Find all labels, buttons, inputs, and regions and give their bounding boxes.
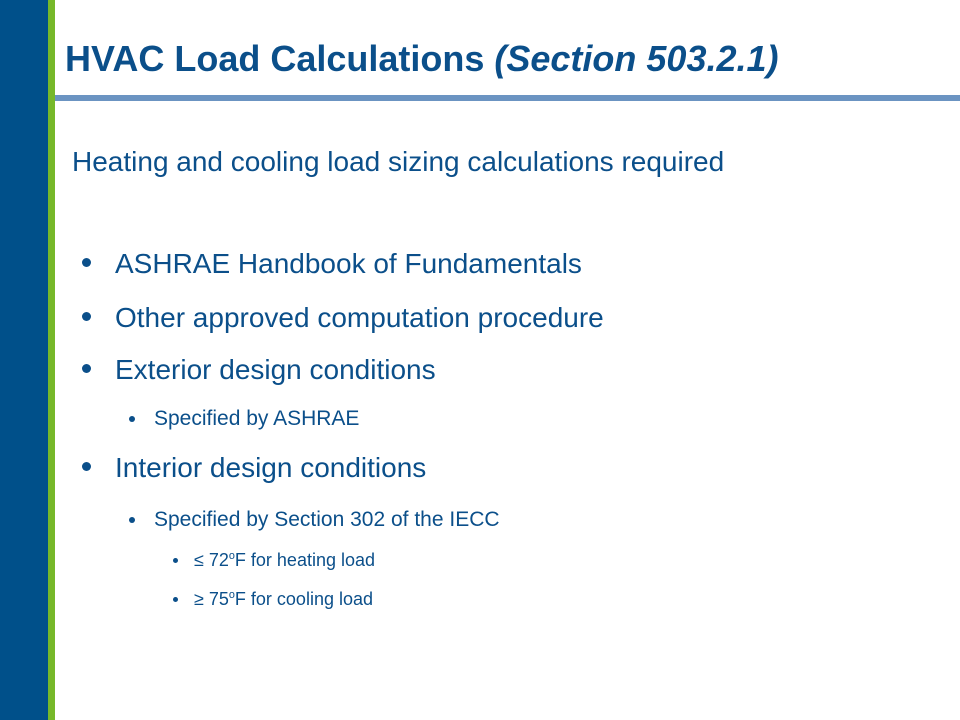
bullet-dot-icon — [173, 597, 178, 602]
subsubbullet-cooling-load — [194, 588, 373, 610]
subbullet-section-302 — [154, 507, 500, 533]
bullet-text-pre: ≥ 75 — [194, 589, 229, 609]
bullet-text: Specified by Section 302 of the IECC — [154, 508, 500, 531]
bullet-text: Specified by ASHRAE — [154, 407, 360, 430]
bullet-dot-icon — [82, 312, 91, 321]
subbullet-specified-by-ashrae — [154, 406, 359, 432]
slide-title — [65, 38, 779, 80]
bullet-dot-icon — [173, 558, 178, 563]
bullet-text-post: F for cooling load — [234, 589, 373, 609]
bullet-text: ASHRAE Handbook of Fundamentals — [115, 248, 582, 279]
bullet-text: Interior design conditions — [115, 452, 427, 483]
bullet-dot-icon — [129, 416, 135, 422]
bullet-other-procedure — [115, 302, 604, 334]
bullet-text-pre: ≤ 72 — [194, 550, 229, 570]
bullet-text: Exterior design conditions — [115, 354, 436, 385]
intro-text: Heating and cooling load sizing calculations required — [72, 146, 725, 177]
title-section-ref: (Section 503.2.1) — [494, 38, 779, 79]
degree-superscript: o — [228, 589, 235, 601]
degree-superscript: o — [228, 550, 235, 562]
bullet-dot-icon — [82, 462, 91, 471]
bullet-dot-icon — [82, 364, 91, 373]
title-divider — [55, 95, 960, 101]
bullet-text-post: F for heating load — [234, 550, 376, 570]
subsubbullet-heating-load — [194, 549, 375, 571]
bullet-dot-icon — [82, 258, 91, 267]
bullet-exterior-conditions — [115, 354, 436, 386]
bullet-interior-conditions — [115, 452, 426, 484]
title-main: HVAC Load Calculations — [65, 38, 495, 79]
sidebar-blue-bar — [0, 0, 48, 720]
sidebar-green-stripe — [48, 0, 55, 720]
bullet-text: Other approved computation procedure — [115, 302, 604, 333]
bullet-dot-icon — [129, 517, 135, 523]
bullet-ashrae-handbook — [115, 248, 582, 280]
